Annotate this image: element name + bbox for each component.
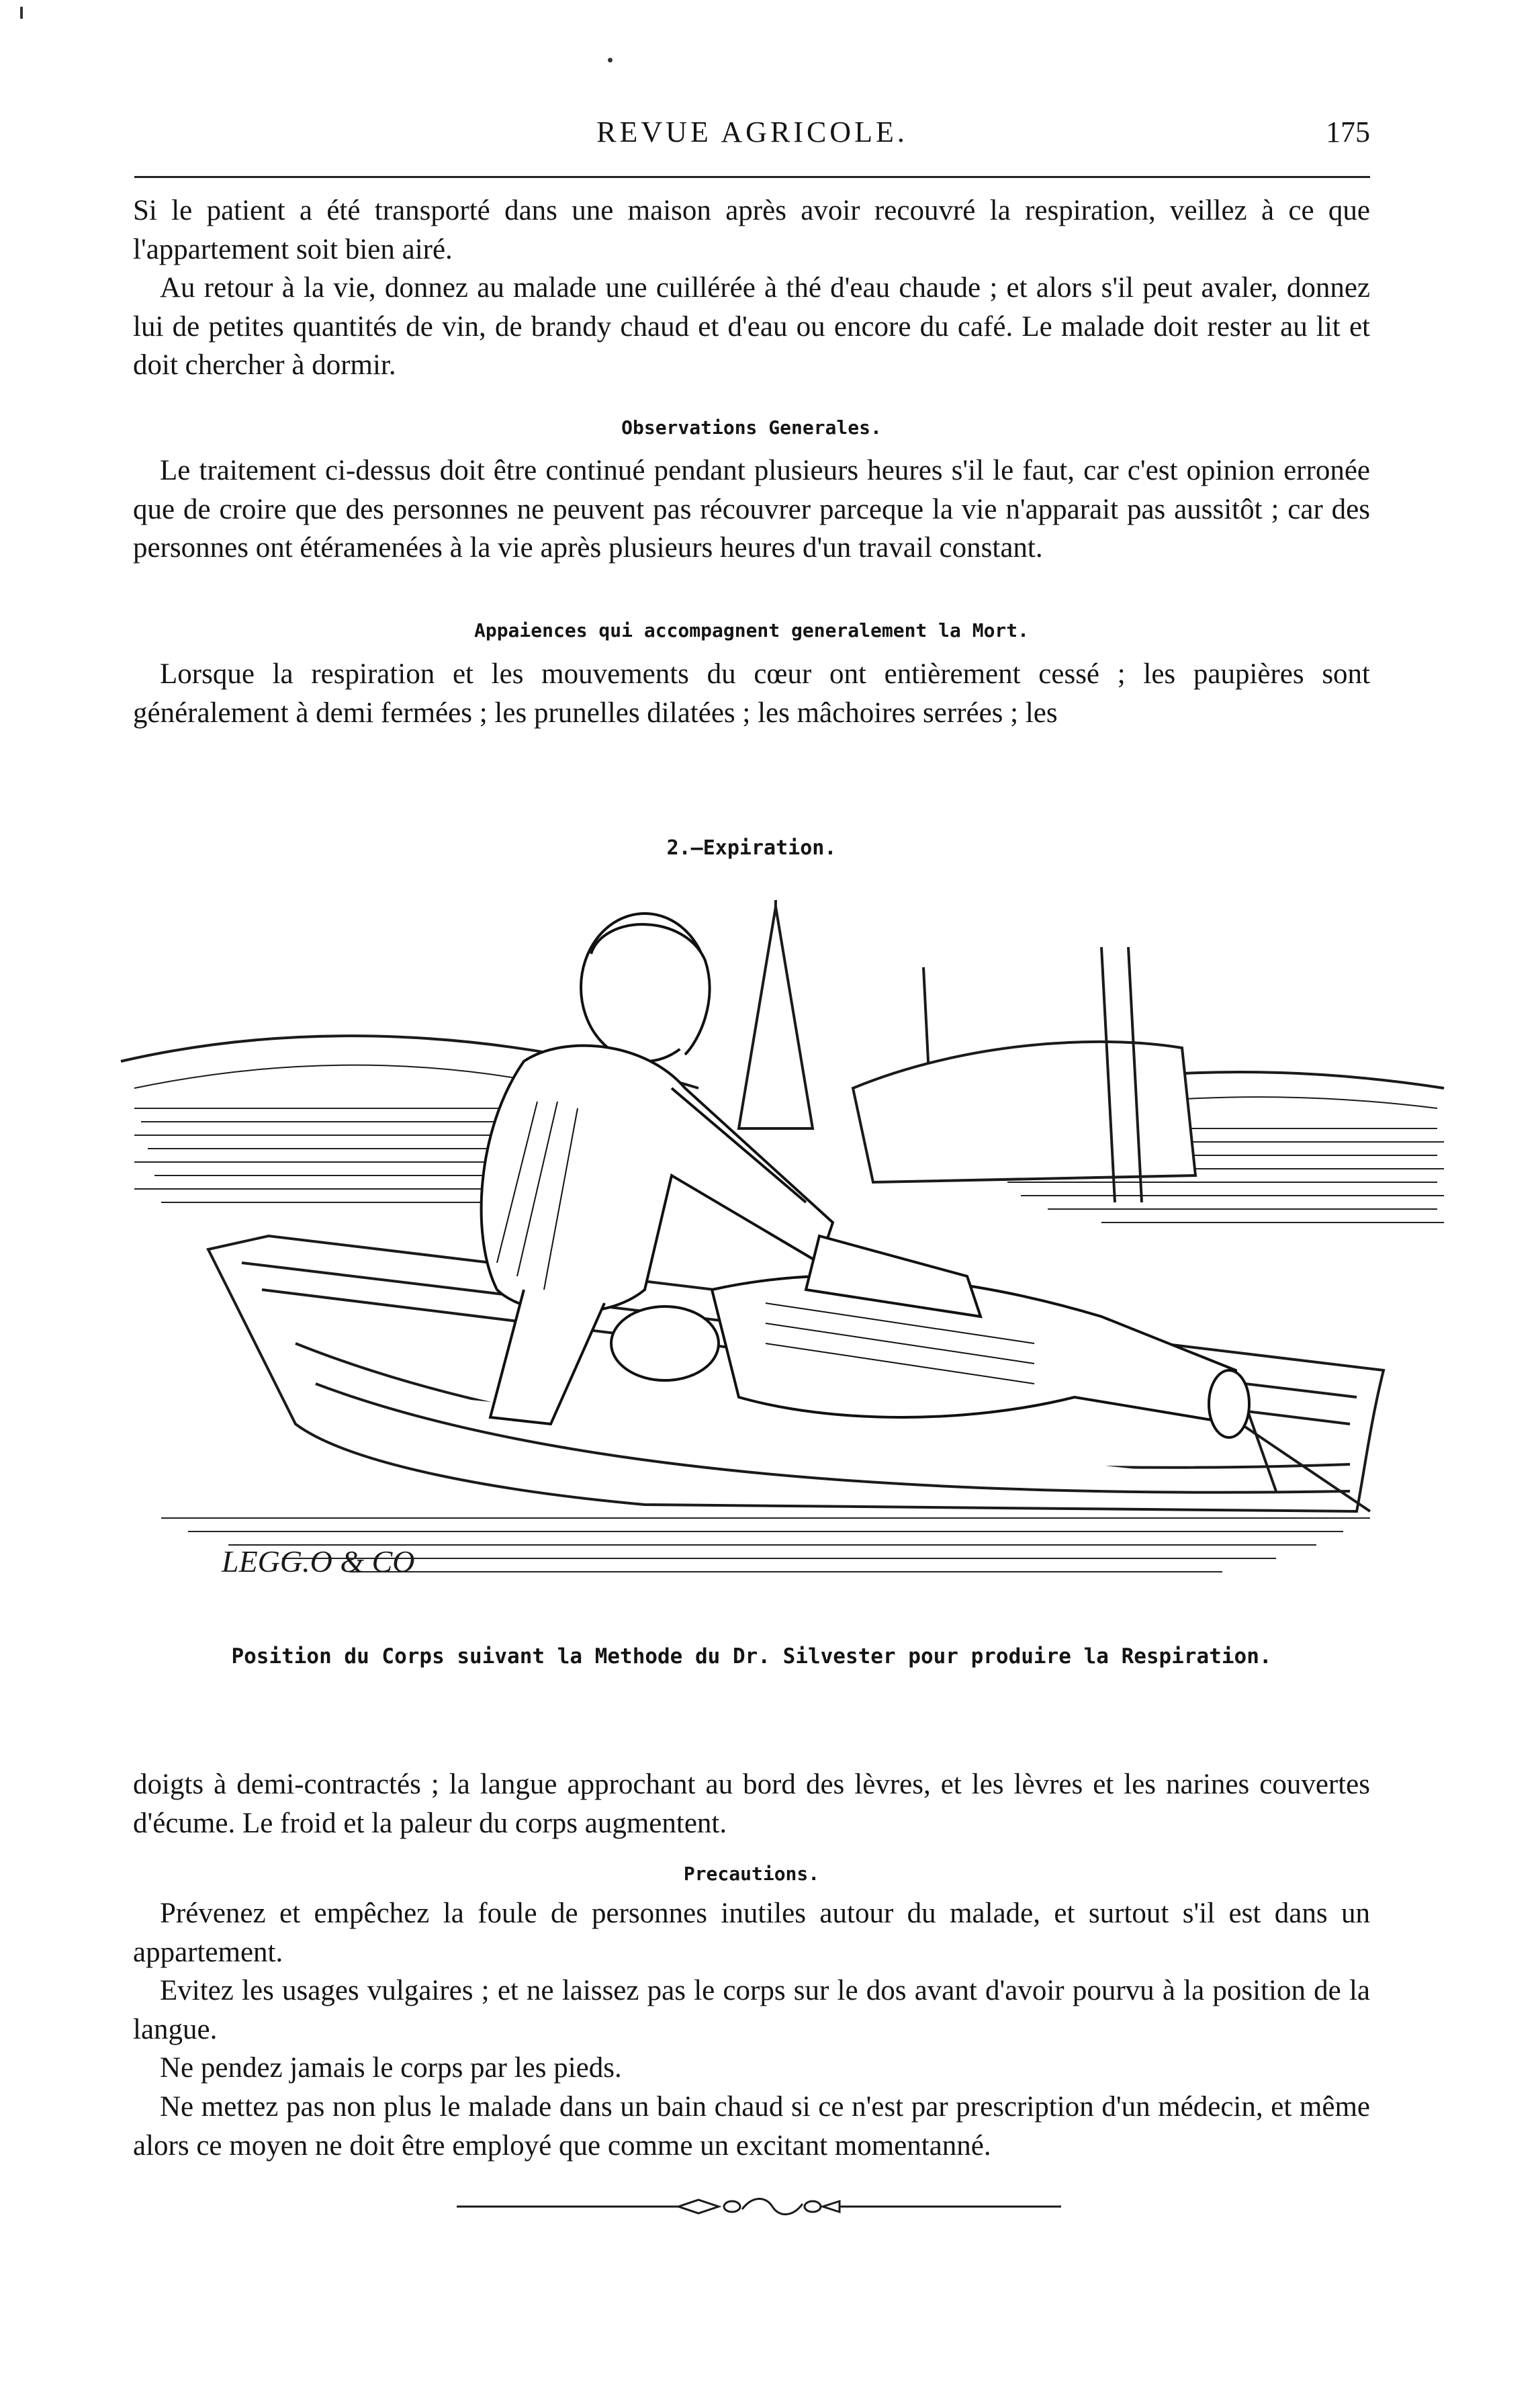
figure-title: 2.—Expiration. <box>666 836 837 860</box>
continuation-section <box>133 1765 1370 1842</box>
figure-caption: Position du Corps suivant la Methode du Dr. Silvester pour produire la Respiration. <box>231 1644 1272 1669</box>
mort-paragraph: Lorsque la respiration et les mouvements du cœur ont entièrement cessé ; les paupières sont généralement à demi fermées ; les prunelles dilatées ; les mâchoires serrées ; les <box>133 658 1370 729</box>
intro-section <box>133 191 1370 385</box>
engraving-illustration <box>94 887 1464 1632</box>
precaution-paragraph: Ne mettez pas non plus le malade dans un bain chaud si ce n'est par prescription d'un médecin, et même alors ce moyen ne doit être employé que comme un excitant momentanné. <box>133 2091 1370 2162</box>
section-heading-observations: Observations Generales. <box>621 416 882 439</box>
header-rule <box>134 176 1370 178</box>
page-number: 175 <box>1326 116 1370 148</box>
intro-paragraph: Si le patient a été transporté dans une maison après avoir recouvré la respiration, veillez à ce que l'appartement soit bien airé. <box>133 195 1370 265</box>
precaution-paragraph: Prévenez et empêchez la foule de personnes inutiles autour du malade, et surtout s'il est dans un appartement. <box>133 1898 1370 1968</box>
end-ornament <box>457 2193 1061 2220</box>
continuation-paragraph: doigts à demi-contractés ; la langue approchant au bord des lèvres, et les lèvres et les narines couvertes d'écume. Le froid et la paleur du corps augmentent. <box>133 1769 1370 1839</box>
observations-paragraph: Le traitement ci-dessus doit être continué pendant plusieurs heures s'il le faut, car c'est opinion erronée que de croire que des personnes ne peuvent pas récouvrer parceque la vie n'apparait pas aussitôt ; car des personnes ont étéramenées à la vie après plusieurs heures d'un travail constant. <box>133 455 1370 564</box>
section-heading-precautions: Precautions. <box>683 1863 820 1885</box>
engraving-svg <box>94 887 1464 1632</box>
page-header <box>134 111 1370 158</box>
scan-speck <box>608 58 613 62</box>
intro-paragraph: Au retour à la vie, donnez au malade une cuillérée à thé d'eau chaude ; et alors s'il peut avaler, donnez lui de petites quantités de vin, de brandy chaud et d'eau ou encore du café. Le malade doit rester au lit et doit chercher à dormir. <box>133 272 1370 382</box>
running-title: REVUE AGRICOLE. <box>596 116 908 148</box>
engraver-signature: LEGG.O & CO <box>222 1544 415 1579</box>
scan-speck <box>20 7 23 19</box>
precaution-paragraph: Evitez les usages vulgaires ; et ne laissez pas le corps sur le dos avant d'avoir pourvu à la position de la langue. <box>133 1975 1370 2045</box>
precaution-paragraph: Ne pendez jamais le corps par les pieds. <box>160 2052 622 2084</box>
mort-section <box>133 655 1370 732</box>
observations-section <box>133 451 1370 568</box>
background-sailboat <box>739 900 1195 1202</box>
precautions-section <box>133 1894 1370 2165</box>
section-heading-mort: Appaiences qui accompagnent generalement la Mort. <box>473 619 1029 641</box>
